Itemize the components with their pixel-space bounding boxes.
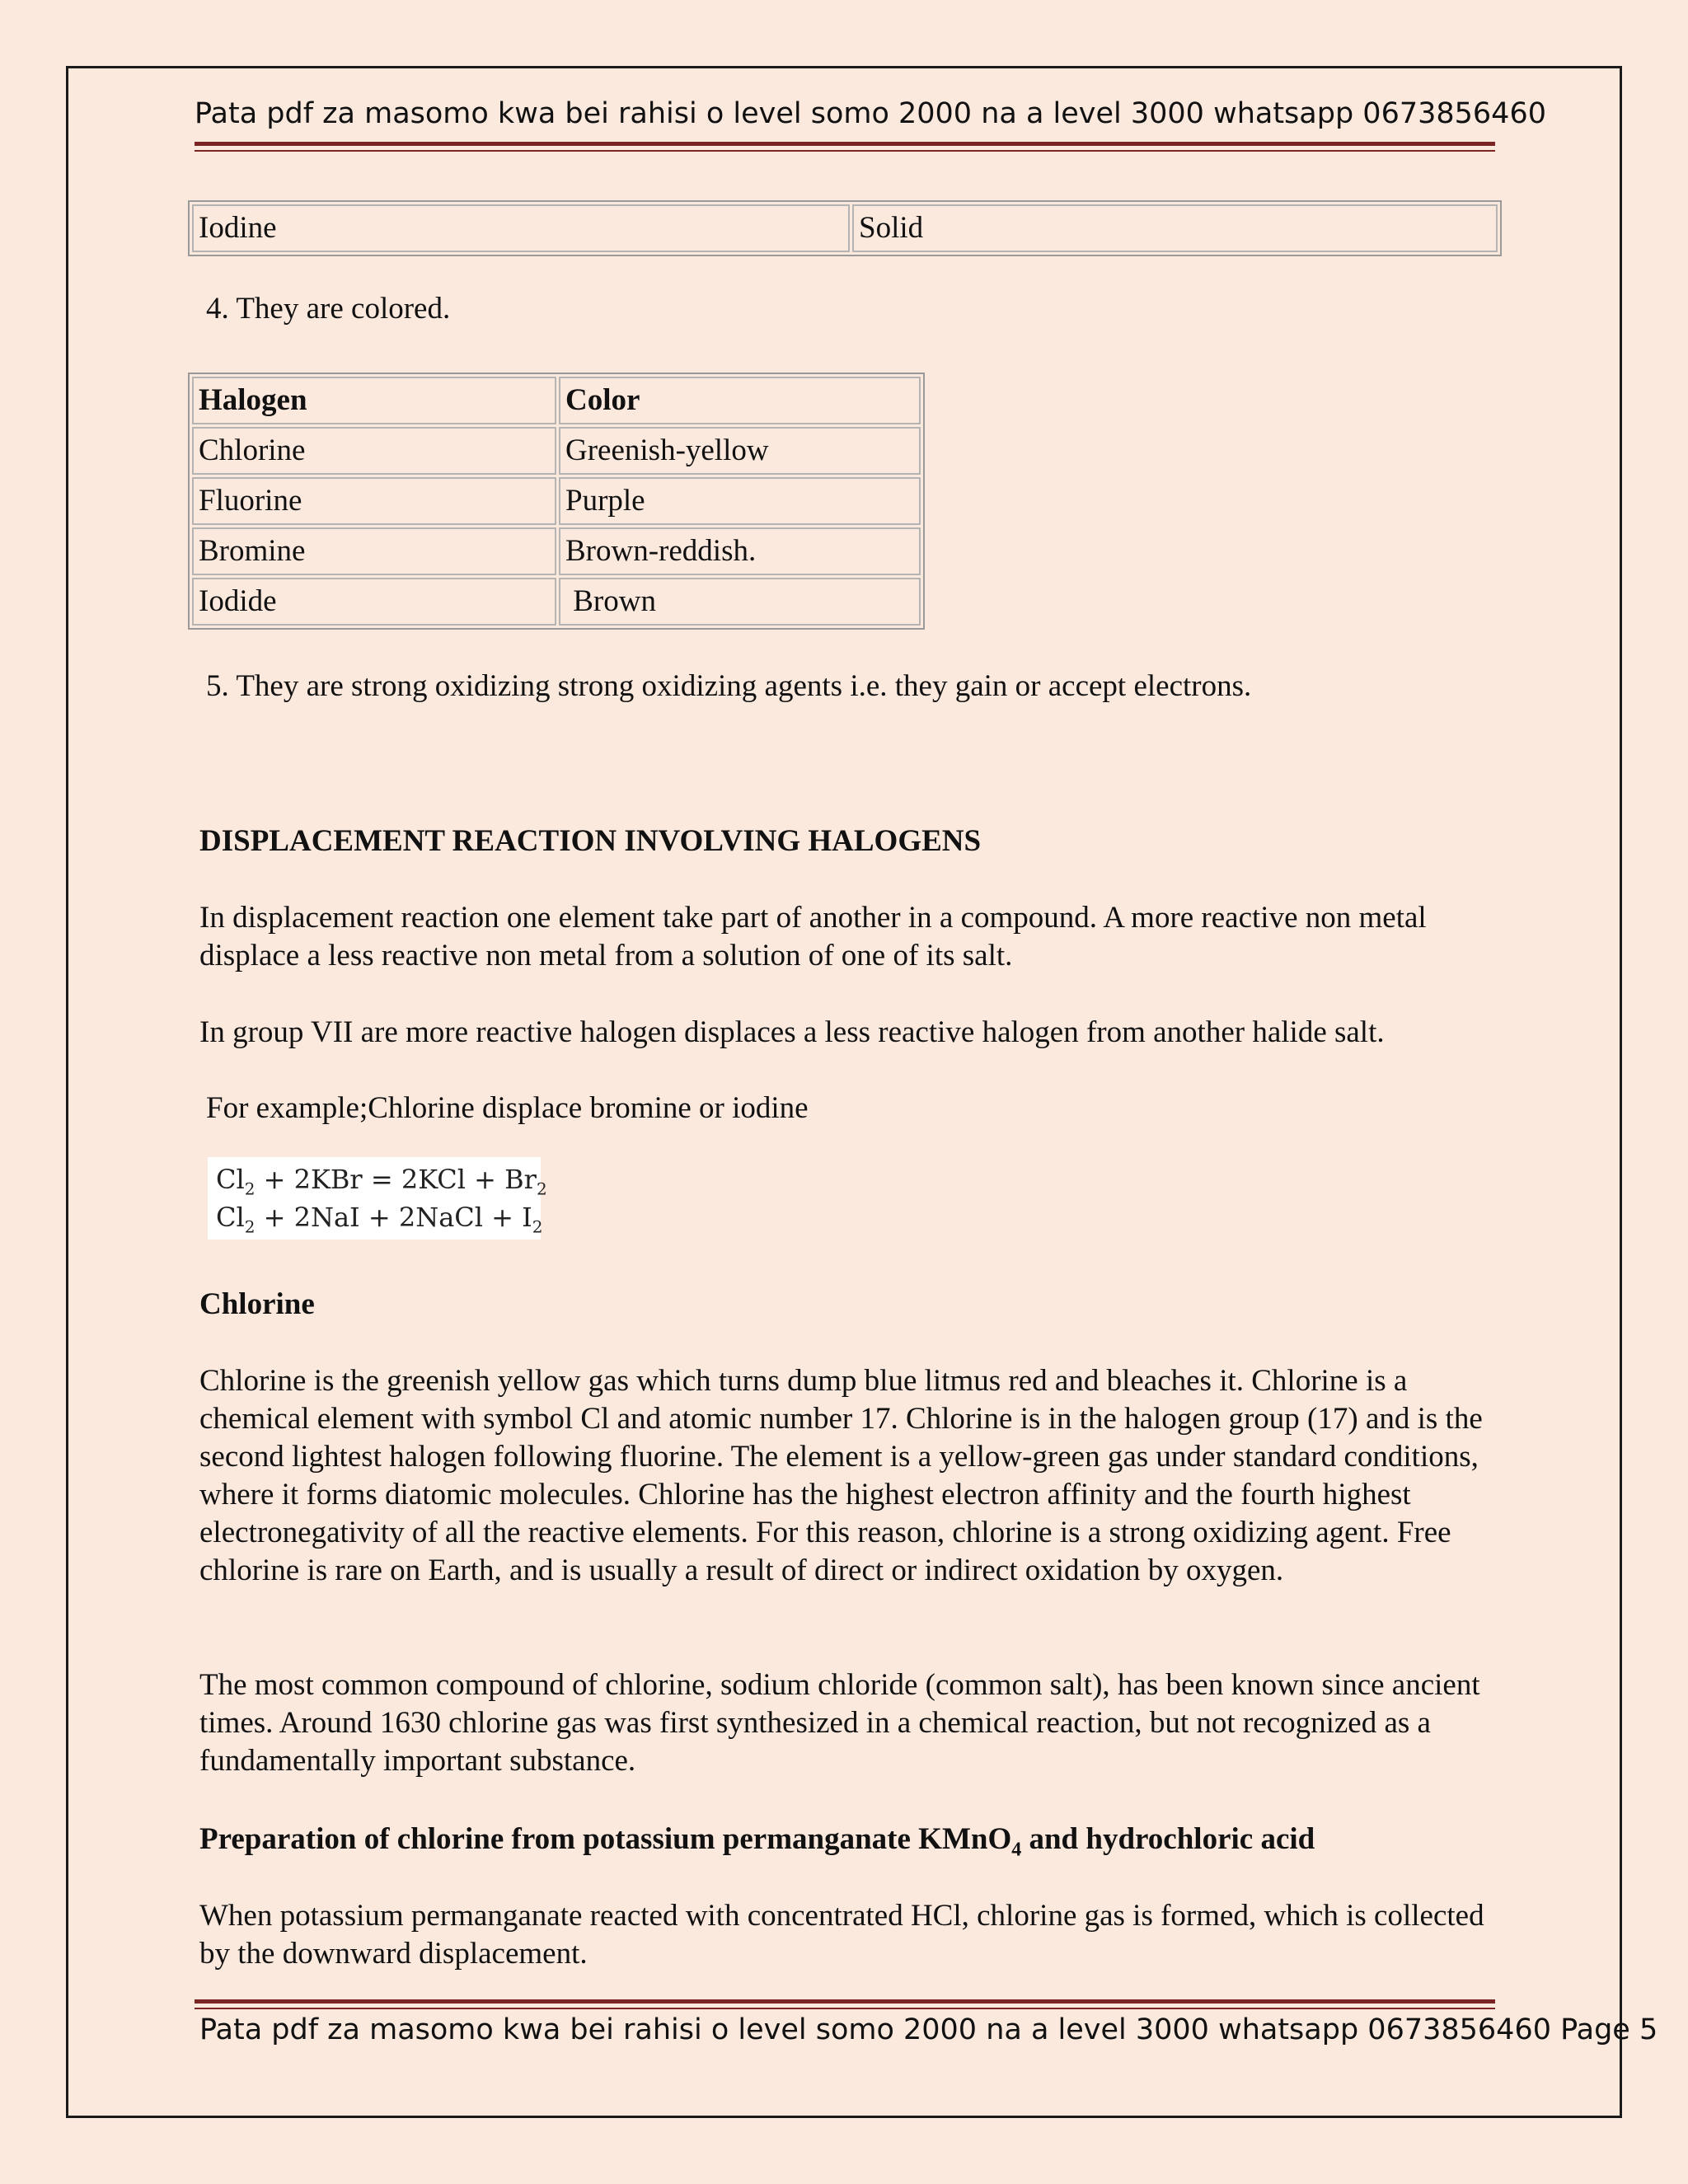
table-cell: Brown-reddish. <box>559 527 921 575</box>
displacement-heading: DISPLACEMENT REACTION INVOLVING HALOGENS <box>199 824 982 858</box>
table-row <box>192 204 1498 252</box>
chlorine-heading: Chlorine <box>199 1287 315 1321</box>
table-cell: Greenish-yellow <box>559 427 921 475</box>
table-row <box>192 527 921 575</box>
table-header-row <box>192 377 921 424</box>
footer-rule <box>195 1999 1495 2009</box>
table-row <box>192 578 921 626</box>
preparation-heading: Preparation of chlorine from potassium permanganate KMnO$_4$ and hydrochloric acid <box>199 1822 1315 1861</box>
table-cell: Chlorine <box>192 427 556 475</box>
column-header: Halogen <box>192 377 556 424</box>
halogen-color-table <box>188 373 925 630</box>
equation-2: $Cl_2 + 2NaI$ + 2NaCl + $I_2$ <box>216 1202 543 1237</box>
table-row <box>192 427 921 475</box>
table-cell: Solid <box>852 204 1498 252</box>
chlorine-paragraph-1: Chlorine is the greenish yellow gas which turns dump blue litmus red and bleaches it. Chlorine is a chemical element with symbol Cl and atomic number 17. Chlorine is in the halogen group (17) and is the second lightest halogen following fluorine. The element is a yellow-green gas under standard conditions, where it forms diatomic molecules. Chlorine has the highest electron affinity and the fourth highest electronegativity of all the reactive elements. For this reason, chlorine is a strong oxidizing agent. Free chlorine is rare on Earth, and is usually a result of direct or indirect oxidation by oxygen. <box>199 1364 1483 1587</box>
table-cell: Iodine <box>192 204 850 252</box>
chlorine-paragraph-2: The most common compound of chlorine, sodium chloride (common salt), has been known since ancient times. Around 1630 chlorine gas was first synthesized in a chemical reaction, but not recognized as a fundamentally important substance. <box>199 1668 1480 1778</box>
displacement-paragraph-2: In group VII are more reactive halogen displaces a less reactive halogen from another halide salt. <box>199 1015 1385 1049</box>
preparation-paragraph: When potassium permanganate reacted with concentrated HCl, chlorine gas is formed, which is collected by the downward displacement. <box>199 1899 1484 1971</box>
displacement-example: For example;Chlorine displace bromine or iodine <box>206 1091 809 1125</box>
header-rule <box>195 142 1495 152</box>
table-cell: Purple <box>559 477 921 525</box>
point-5: 5. They are strong oxidizing strong oxidizing agents i.e. they gain or accept electrons. <box>206 669 1252 703</box>
table-cell: Brown <box>559 578 921 626</box>
table-row <box>192 477 921 525</box>
equations-image <box>208 1157 547 1240</box>
page-footer: Pata pdf za masomo kwa bei rahisi o level somo 2000 na a level 3000 whatsapp 0673856460 Page 5 <box>199 2013 1658 2046</box>
displacement-paragraph-1: In displacement reaction one element take part of another in a compound. A more reactive non metal displace a less reactive non metal from a solution of one of its salt. <box>199 901 1427 972</box>
table-cell: Bromine <box>192 527 556 575</box>
point-4: 4. They are colored. <box>206 292 451 326</box>
states-table <box>188 200 1502 256</box>
table-cell: Fluorine <box>192 477 556 525</box>
column-header: Color <box>559 377 921 424</box>
equation-1: $Cl_2 + 2KBr = 2KCl + Br_2$ <box>216 1164 547 1199</box>
table-cell: Iodide <box>192 578 556 626</box>
page-header: Pata pdf za masomo kwa bei rahisi o level somo 2000 na a level 3000 whatsapp 0673856460 <box>195 97 1546 130</box>
